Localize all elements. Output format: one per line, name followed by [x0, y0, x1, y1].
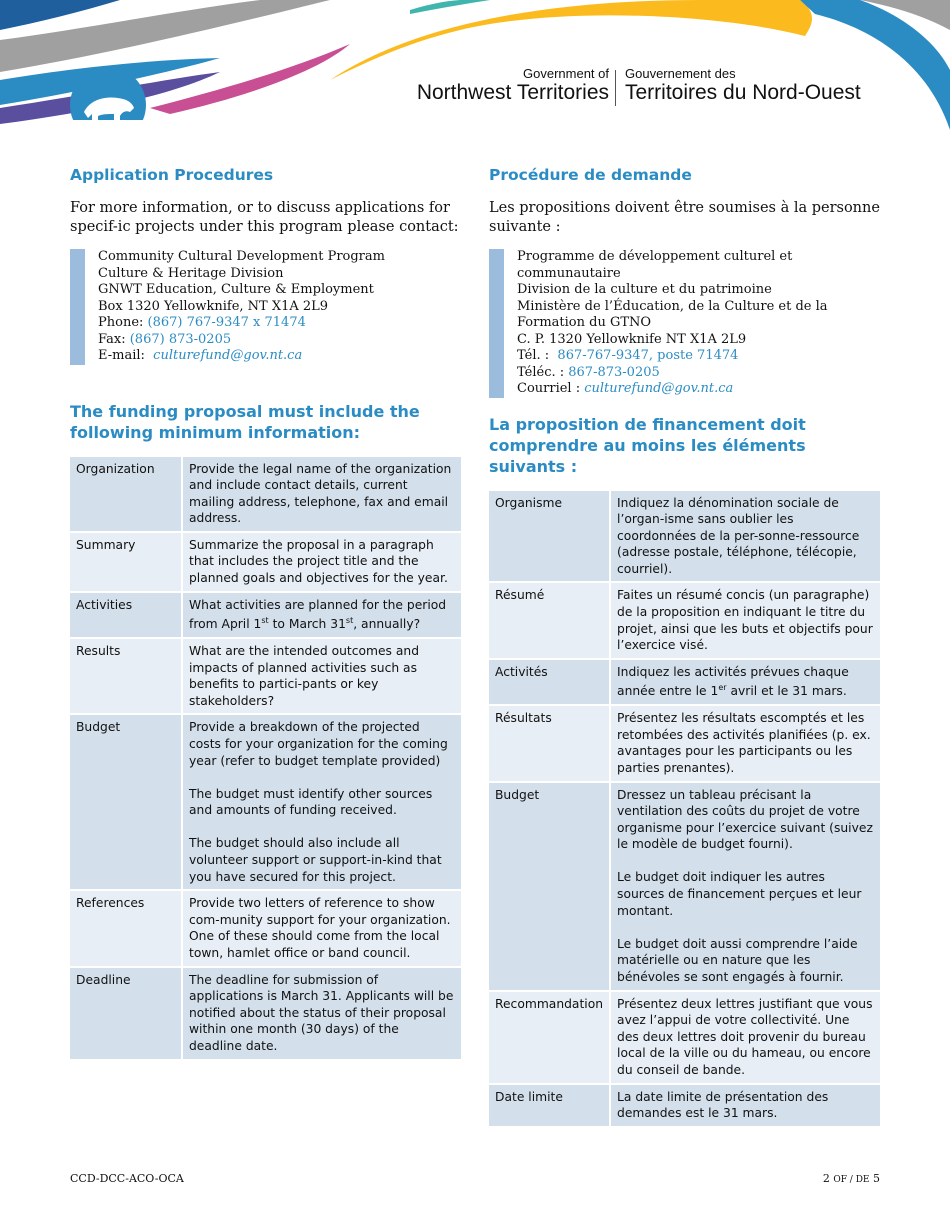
table-row — [70, 592, 461, 638]
row-text: Provide the legal name of the organization and include contact details, current mailing address, telephone, fax and email address. — [182, 457, 461, 532]
email-link[interactable]: culturefund@gov.nt.ca — [584, 381, 734, 396]
contact-line: Division de la culture et du patrimoine — [517, 282, 772, 297]
page-number — [823, 1172, 880, 1185]
phone-link[interactable]: (867) 767-9347 x 71474 — [147, 315, 306, 330]
banner-teal-swoosh — [410, 0, 490, 14]
contact-line: C. P. 1320 Yellowknife NT X1A 2L9 — [517, 331, 747, 347]
table-row — [489, 782, 880, 991]
contact-accent-bar — [70, 249, 85, 365]
fax-link[interactable]: (867) 873-0205 — [129, 331, 232, 347]
english-contact-block — [70, 249, 461, 365]
english-requirements-table — [70, 457, 461, 1061]
government-fr-wordmark — [625, 66, 885, 105]
french-intro: Les propositions doivent être soumises à la personne suivante : — [489, 200, 880, 235]
table-row — [70, 714, 461, 890]
row-label: Deadline — [70, 967, 182, 1060]
gov-en-small: Government of — [523, 66, 609, 81]
row-label: Budget — [489, 782, 610, 991]
row-label: Activities — [70, 592, 182, 638]
row-text: Summarize the proposal in a paragraph that includes the project title and the planned goals and objectives for the year. — [182, 532, 461, 592]
wordmark-divider — [615, 70, 616, 106]
banner-blue-swoosh-right — [800, 0, 950, 130]
english-column — [70, 165, 461, 1061]
table-row — [489, 991, 880, 1084]
row-label: Résumé — [489, 582, 610, 658]
phone-label: Phone: — [98, 315, 148, 330]
english-intro: For more information, or to discuss applications for specif-ic projects under this program please contact: — [70, 200, 459, 235]
funding-requirements-heading: The funding proposal must include the following minimum information: — [70, 401, 420, 442]
phone-link[interactable]: 867-767-9347, poste 71474 — [557, 348, 739, 363]
contact-fax-row — [517, 365, 880, 382]
page-of-de: OF / DE — [833, 1175, 870, 1185]
superscript: st — [345, 616, 354, 626]
table-row — [489, 1084, 880, 1127]
superscript: st — [261, 616, 269, 626]
row-text: Présentez deux lettres justifiant que vous avez l’appui de votre collectivité. Une des deux lettres doit provenir du bureau local de la ville ou du hameau, ou encore du conseil de bande. — [610, 991, 880, 1084]
row-text: The deadline for submission of applications is March 31. Applicants will be notified about the status of their proposal within one month (30 days) of the deadline date. — [182, 967, 461, 1060]
row-text: Faites un résumé concis (un paragraphe) de la proposition en indiquant le titre du projet, ainsi que les buts et objectifs pour l’exercice visé. — [610, 582, 880, 658]
activites-text-b: avril et le 31 mars. — [726, 684, 847, 699]
row-label: Recommandation — [489, 991, 610, 1084]
superscript: er — [718, 683, 727, 693]
french-requirements-table — [489, 491, 880, 1128]
contact-phone-row — [517, 348, 880, 365]
email-link[interactable]: culturefund@gov.nt.ca — [153, 348, 303, 363]
french-column — [489, 165, 880, 1128]
page-current: 2 — [822, 1172, 830, 1185]
contact-email-row — [98, 348, 461, 365]
row-text: Indiquez la dénomination sociale de l’organ-isme sans oublier les coordonnées de la per-sonne-ressource (adresse postale, téléphone, télécopie, courriel). — [610, 491, 880, 583]
table-row — [489, 582, 880, 658]
table-row — [489, 659, 880, 705]
contact-accent-bar — [489, 249, 504, 398]
contact-phone-row — [98, 315, 461, 332]
row-text — [610, 659, 880, 705]
phone-label: Tél. : — [517, 348, 558, 363]
funding-requirements-heading-fr: La proposition de financement doit comprendre au moins les éléments suivants : — [489, 414, 806, 476]
fax-label: Fax: — [98, 331, 130, 347]
contact-line: Culture & Heritage Division — [98, 265, 284, 281]
table-row — [70, 638, 461, 714]
government-en-wordmark — [404, 66, 609, 105]
email-label: E-mail: — [98, 348, 154, 363]
row-text: Dressez un tableau précisant la ventilation des coûts du projet de votre organisme pour l’exercice suivant (suivez le modèle de budget fourni). Le budget doit indiquer les autres sources de financement perçues et leur montant. Le budget doit aussi comprendre l’aide matérielle ou en nature que les bénévoles se sont engagés à fournir. — [610, 782, 880, 991]
row-label: Summary — [70, 532, 182, 592]
activities-text-b: to March 31 — [268, 617, 346, 632]
contact-fax-row — [98, 332, 461, 349]
row-text: Présentez les résultats escomptés et les retombées des activités planifiées (p. ex. avantages pour les participants ou les parties prenantes). — [610, 705, 880, 781]
contact-line: Community Cultural Development Program — [98, 249, 385, 264]
activites-text-a: Indiquez les activités prévues chaque année entre le 1 — [617, 664, 849, 699]
row-label: Date limite — [489, 1084, 610, 1127]
gov-fr-small: Gouvernement des — [625, 66, 736, 81]
fax-link[interactable]: 867-873-0205 — [568, 364, 660, 380]
row-text: Provide a breakdown of the projected costs for your organization for the coming year (refer to budget template provided) The budget must identify other sources and amounts of funding received. The budget should also include all volunteer support or support-in-kind that you have secured for this project. — [182, 714, 461, 890]
fax-label: Téléc. : — [517, 364, 569, 380]
page-total: 5 — [873, 1172, 880, 1185]
table-row — [70, 890, 461, 966]
application-procedures-heading: Application Procedures — [70, 166, 274, 184]
table-row — [70, 967, 461, 1060]
table-row — [70, 532, 461, 592]
activities-text-a: What activities are planned for the period from April 1 — [189, 597, 447, 632]
row-label: Organisme — [489, 491, 610, 583]
table-row — [489, 491, 880, 583]
row-text — [182, 592, 461, 638]
row-label: Results — [70, 638, 182, 714]
row-label: Activités — [489, 659, 610, 705]
gov-fr-big: Territoires du Nord-Ouest — [625, 81, 861, 104]
row-label: Organization — [70, 457, 182, 532]
row-text: What are the intended outcomes and impacts of planned activities such as benefits to partici-pants or key stakeholders? — [182, 638, 461, 714]
procedure-de-demande-heading: Procédure de demande — [489, 166, 692, 184]
email-label: Courriel : — [517, 381, 585, 396]
row-text: La date limite de présentation des demandes est le 31 mars. — [610, 1084, 880, 1127]
table-row — [489, 705, 880, 781]
row-label: Résultats — [489, 705, 610, 781]
contact-email-row — [517, 381, 880, 398]
contact-line: Ministère de l’Éducation, de la Culture et de la Formation du GTNO — [517, 298, 828, 330]
document-code: CCD-DCC-ACO-OCA — [70, 1172, 184, 1185]
contact-line: GNWT Education, Culture & Employment — [98, 282, 374, 297]
gov-en-big: Northwest Territories — [416, 81, 609, 104]
row-label: Budget — [70, 714, 182, 890]
contact-line: Box 1320 Yellowknife, NT X1A 2L9 — [98, 298, 329, 314]
row-label: References — [70, 890, 182, 966]
row-text: Provide two letters of reference to show com-munity support for your organization. One of these should come from the local town, hamlet office or band council. — [182, 890, 461, 966]
french-contact-block — [489, 249, 880, 398]
activities-text-c: , annually? — [353, 617, 421, 632]
table-row — [70, 457, 461, 532]
contact-line: Programme de développement culturel et communautaire — [517, 249, 793, 281]
